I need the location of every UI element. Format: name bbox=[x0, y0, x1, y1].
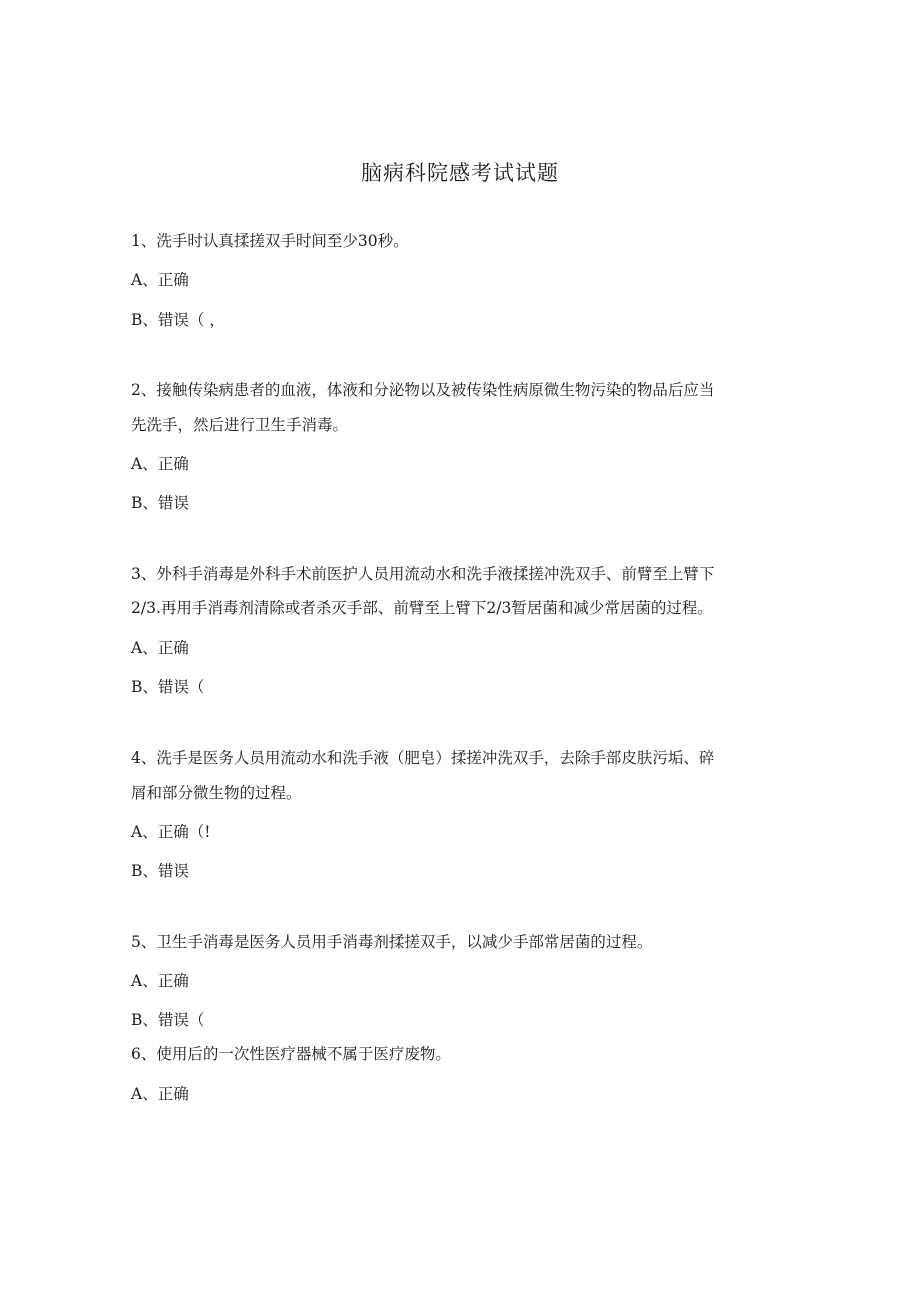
question-1-text-line-1: 1、洗手时认真揉搓双手时间至少30秒。 bbox=[131, 232, 409, 250]
question-2-text-line-1: 2、接触传染病患者的血液，体液和分泌物以及被传染性病原微生物污染的物品后应当 bbox=[131, 381, 715, 399]
question-5-option-b: B、错误（ bbox=[131, 1011, 205, 1029]
question-5-option-a: A、正确 bbox=[131, 972, 189, 990]
question-3-text-line-2: 2/3.再用手消毒剂清除或者杀灭手部、前臂至上臂下2/3暂居菌和减少常居菌的过程。 bbox=[131, 599, 713, 617]
question-1-option-b: B、错误（ ， bbox=[131, 311, 225, 329]
question-6-text-line-1: 6、使用后的一次性医疗器械不属于医疗废物。 bbox=[131, 1045, 451, 1063]
question-2-option-b: B、错误 bbox=[131, 494, 189, 512]
question-4-text-line-1: 4、洗手是医务人员用流动水和洗手液（肥皂）揉搓冲洗双手，去除手部皮肤污垢、碎 bbox=[131, 749, 715, 767]
page-title: 脑病科院感考试试题 bbox=[361, 161, 559, 185]
question-1-option-a: A、正确 bbox=[131, 271, 189, 289]
question-3-option-a: A、正确 bbox=[131, 639, 189, 657]
question-4-text-line-2: 屑和部分微生物的过程。 bbox=[131, 784, 302, 802]
question-4-option-b: B、错误 bbox=[131, 862, 189, 880]
question-4-option-a: A、正确（! bbox=[131, 823, 211, 841]
question-3-option-b: B、错误（ bbox=[131, 678, 205, 696]
question-5-text-line-1: 5、卫生手消毒是医务人员用手消毒剂揉搓双手，以减少手部常居菌的过程。 bbox=[131, 933, 653, 951]
question-2-option-a: A、正确 bbox=[131, 455, 189, 473]
question-3-text-line-1: 3、外科手消毒是外科手术前医护人员用流动水和洗手液揉搓冲洗双手、前臂至上臂下 bbox=[131, 565, 715, 583]
question-6-option-a: A、正确 bbox=[131, 1085, 189, 1103]
question-2-text-line-2: 先洗手，然后进行卫生手消毒。 bbox=[131, 416, 349, 434]
